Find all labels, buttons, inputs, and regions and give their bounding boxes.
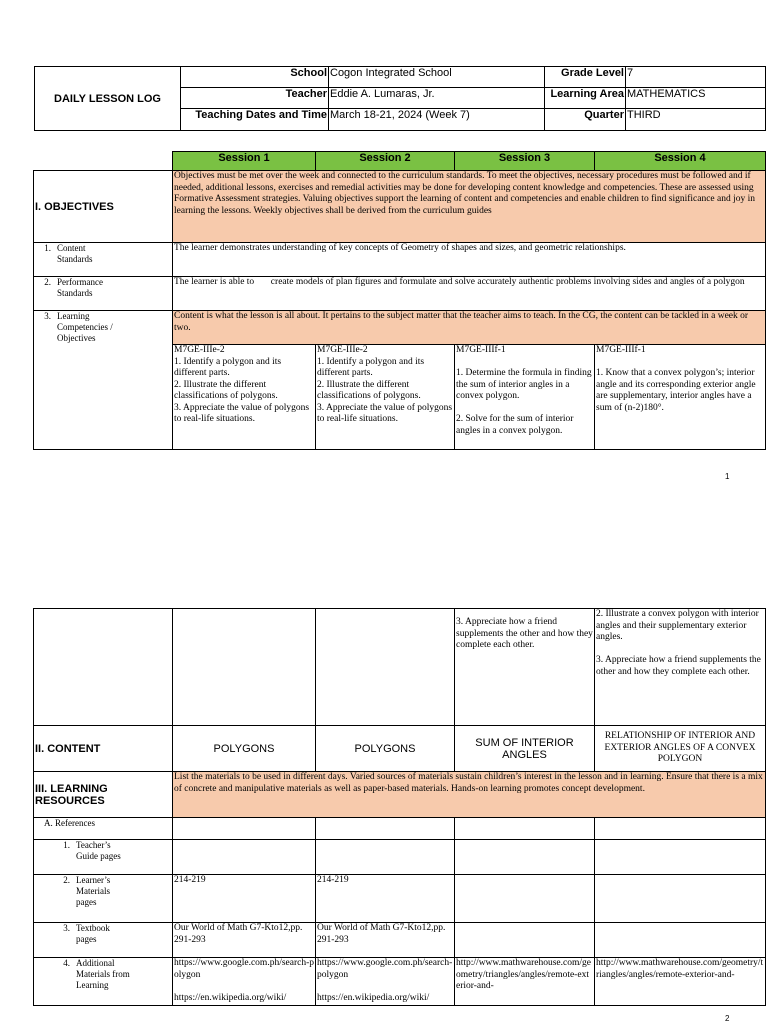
daily-lesson-log-title: DAILY LESSON LOG (35, 67, 181, 131)
content-standards-number: 1. (44, 243, 51, 253)
teachers-guide-number: 1. (63, 840, 70, 850)
teacher-value: Eddie A. Lumaras, Jr. (329, 88, 545, 109)
grade-level-label: Grade Level (545, 67, 626, 88)
learners-materials-number: 2. (63, 875, 70, 885)
textbook-session-4 (595, 923, 766, 958)
additional-materials-session-4[interactable]: http://www.mathwarehouse.com/geometry/triangles/angles/remote-exterior-and- (595, 958, 766, 1006)
content-standards-label-text: Content Standards (57, 243, 93, 264)
session-3-header: Session 3 (455, 152, 595, 171)
references-session-4 (595, 818, 766, 840)
competency-session-2: M7GE-IIIe-2 1. Identify a polygon and its different parts. 2. Illustrate the different classifications of polygons. 3. Appreciate the value of polygons to real-life situations. (316, 345, 455, 450)
textbook-session-1: Our World of Math G7-Kto12,pp. 291-293 (173, 923, 316, 958)
learning-competencies-note: Content is what the lesson is all about. It pertains to the subject matter that the teacher aims to teach. In the CG, the content can be tackled in a week or two. (173, 311, 766, 345)
learners-materials-session-1: 214-219 (173, 875, 316, 923)
learning-area-value: MATHEMATICS (626, 88, 766, 109)
continued-session-2 (316, 609, 455, 726)
textbook-session-3 (455, 923, 595, 958)
school-value: Cogon Integrated School (329, 67, 545, 88)
learners-materials-label-text: Learner’s Materials pages (76, 875, 111, 907)
learning-competencies-number: 3. (44, 311, 51, 321)
session-4-header: Session 4 (595, 152, 766, 171)
learning-resources-text: List the materials to be used in different days. Varied sources of materials sustain children’s interest in the lesson and in learning. Ensure that there is a mix of concrete and manipulative materials as well as paper-based materials. Hands-on learning promotes concept development. (173, 772, 766, 818)
textbook-number: 3. (63, 923, 70, 933)
learners-materials-session-2: 214-219 (316, 875, 455, 923)
textbook-session-2: Our World of Math G7-Kto12,pp. 291-293 (316, 923, 455, 958)
additional-materials-session-1[interactable]: https://www.google.com.ph/search-polygon https://en.wikipedia.org/wiki/ (173, 958, 316, 1006)
teachers-guide-session-2 (316, 840, 455, 875)
competency-session-3: M7GE-IIIf-1 1. Determine the formula in finding the sum of interior angles in a convex polygon. 2. Solve for the sum of interior angles in a convex polygon. (455, 345, 595, 450)
additional-materials-number: 4. (63, 958, 70, 968)
continued-label-cell (34, 609, 173, 726)
additional-materials-label (34, 958, 173, 1006)
objectives-label: I. OBJECTIVES (34, 171, 173, 243)
teaching-dates-value: March 18-21, 2024 (Week 7) (329, 109, 545, 131)
continued-session-4: 2. Illustrate a convex polygon with interior angles and their supplementary exterior angles. 3. Appreciate how a friend supplements the other and how they complete each other. (595, 609, 766, 726)
teachers-guide-session-3 (455, 840, 595, 875)
competency-session-1: M7GE-IIIe-2 1. Identify a polygon and its different parts. 2. Illustrate the different classifications of polygons. 3. Appreciate the value of polygons to real-life situations. (173, 345, 316, 450)
learning-competencies-label (34, 311, 173, 450)
competency-session-4: M7GE-IIIf-1 1. Know that a convex polygon’s; interior angle and its corresponding exterior angle are supplementary, interior angles have a sum of (n-2)180°. (595, 345, 766, 450)
grade-level-value: 7 (626, 67, 766, 88)
teachers-guide-label (34, 840, 173, 875)
performance-standards-label-text: Performance Standards (57, 277, 103, 298)
learners-materials-label (34, 875, 173, 923)
page-number-2: 2 (725, 1014, 730, 1023)
teaching-dates-label: Teaching Dates and Time (181, 109, 329, 131)
quarter-value: THIRD (626, 109, 766, 131)
content-resources-table (33, 608, 766, 1006)
header-table (34, 66, 766, 131)
performance-standards-label (34, 277, 173, 311)
content-standards-label (34, 243, 173, 277)
content-label: II. CONTENT (34, 726, 173, 772)
objectives-text: Objectives must be met over the week and connected to the curriculum standards. To meet the objectives, necessary procedures must be followed and if needed, additional lessons, exercises and remedial activities may be done for developing content knowledge and competencies. These are assessed using Formative Assessment strategies. Valuing objectives support the learning of content and competencies and enable children to find significance and joy in learning the lessons. Weekly objectives shall be derived from the curriculum guides (173, 171, 766, 243)
school-label: School (181, 67, 329, 88)
references-session-2 (316, 818, 455, 840)
session-2-header: Session 2 (316, 152, 455, 171)
learners-materials-session-3 (455, 875, 595, 923)
objectives-table (33, 151, 766, 450)
learning-competencies-label-text: Learning Competencies / Objectives (57, 311, 113, 343)
references-label: A. References (34, 818, 173, 840)
page-number-1: 1 (725, 472, 730, 481)
teachers-guide-label-text: Teacher’s Guide pages (76, 840, 121, 861)
additional-materials-session-2[interactable]: https://www.google.com.ph/search-polygon https://en.wikipedia.org/wiki/ (316, 958, 455, 1006)
learning-resources-label: III. LEARNING RESOURCES (34, 772, 173, 818)
performance-standards-text: The learner is able to create models of plan figures and formulate and solve accurately authentic problems involving sides and angles of a polygon (173, 277, 766, 311)
teachers-guide-session-4 (595, 840, 766, 875)
quarter-label: Quarter (545, 109, 626, 131)
additional-materials-label-text: Additional Materials from Learning (76, 958, 130, 990)
content-session-2: POLYGONS (316, 726, 455, 772)
content-standards-text: The learner demonstrates understanding of key concepts of Geometry of shapes and sizes, and geometric relationships. (173, 243, 766, 277)
content-session-3: SUM OF INTERIOR ANGLES (455, 726, 595, 772)
textbook-label-text: Textbook pages (76, 923, 110, 944)
additional-materials-session-3[interactable]: http://www.mathwarehouse.com/geometry/triangles/angles/remote-exterior-and- (455, 958, 595, 1006)
textbook-label (34, 923, 173, 958)
continued-session-3: 3. Appreciate how a friend supplements the other and how they complete each other. (455, 609, 595, 726)
session-1-header: Session 1 (173, 152, 316, 171)
content-session-1: POLYGONS (173, 726, 316, 772)
content-session-4: RELATIONSHIP OF INTERIOR AND EXTERIOR ANGLES OF A CONVEX POLYGON (595, 726, 766, 772)
references-session-3 (455, 818, 595, 840)
teachers-guide-session-1 (173, 840, 316, 875)
learning-area-label: Learning Area (545, 88, 626, 109)
references-session-1 (173, 818, 316, 840)
teacher-label: Teacher (181, 88, 329, 109)
performance-standards-number: 2. (44, 277, 51, 287)
continued-session-1 (173, 609, 316, 726)
learners-materials-session-4 (595, 875, 766, 923)
